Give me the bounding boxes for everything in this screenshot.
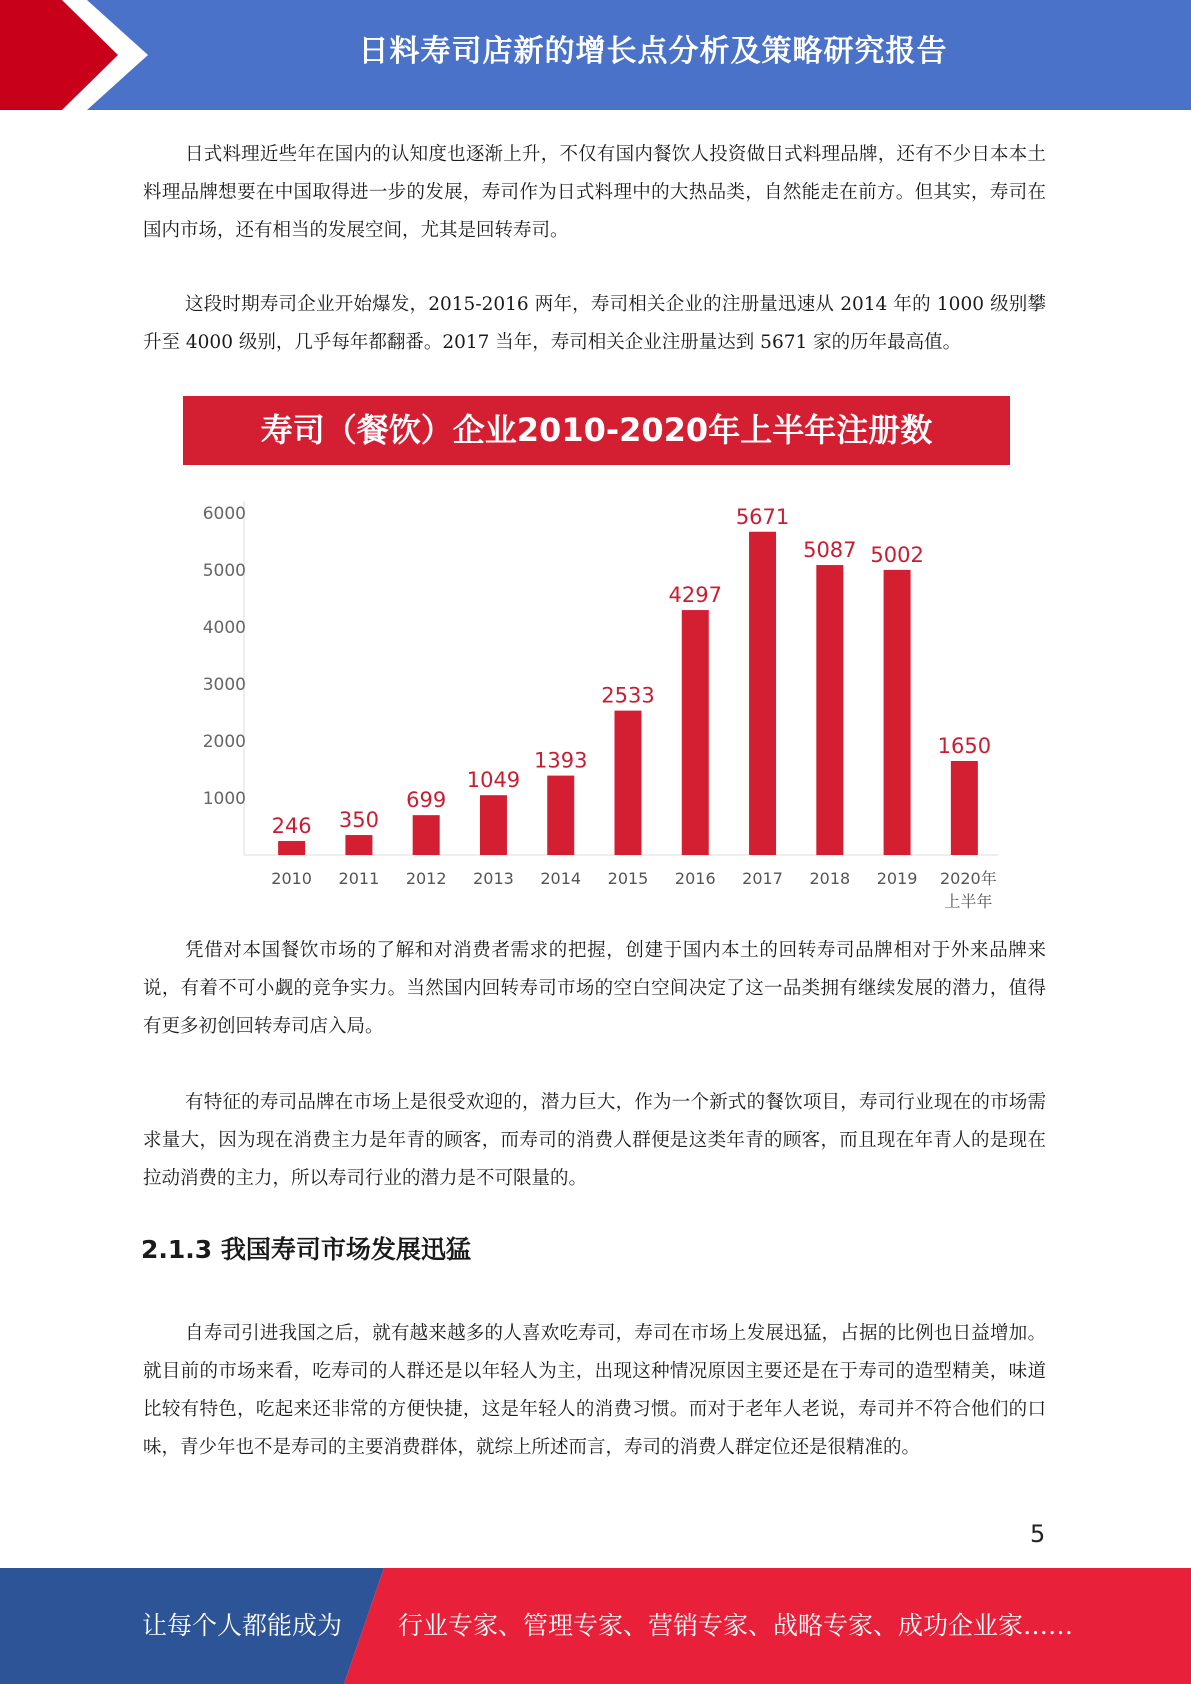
data-label: 246	[271, 813, 312, 838]
x-tick-label: 2013	[473, 869, 514, 888]
data-label: 699	[406, 788, 447, 813]
bar	[345, 835, 372, 855]
y-tick-label: 3000	[202, 675, 246, 695]
data-label: 5087	[803, 538, 857, 563]
bar	[951, 761, 978, 855]
data-label: 4297	[668, 583, 722, 608]
footer-slogan-left: 让每个人都能成为	[142, 1611, 343, 1640]
data-label: 5002	[870, 542, 924, 567]
y-tick-label: 1000	[202, 789, 246, 809]
bar	[615, 711, 642, 855]
page-footer	[0, 1568, 1191, 1684]
x-tick-label: 2018	[809, 869, 851, 888]
page-number: 5	[1030, 1520, 1046, 1548]
y-tick-label: 5000	[202, 561, 246, 581]
x-tick-label: 2020年	[939, 869, 997, 888]
registration-bar-chart	[183, 396, 1010, 918]
chart-plot	[183, 396, 1010, 918]
x-tick-label: 2019	[876, 869, 918, 888]
x-tick-label: 2012	[405, 869, 447, 888]
body-paragraph-1: 日式料理近些年在国内的认知度也逐渐上升，不仅有国内餐饮人投资做日式料理品牌，还有不少日本本土料理品牌想要在中国取得进一步的发展，寿司作为日式料理中的大热品类，自然能走在前方。但其实，寿司在国内市场，还有相当的发展空间，尤其是回转寿司。	[143, 144, 1046, 241]
y-tick-label: 6000	[202, 504, 246, 524]
x-tick-label: 2014	[540, 869, 582, 888]
body-paragraph-5: 自寿司引进我国之后，就有越来越多的人喜欢吃寿司，寿司在市场上发展迅猛，占据的比例也日益增加。就目前的市场来看，吃寿司的人群还是以年轻人为主，出现这种情况原因主要还是在于寿司的造型精美，味道比较有特色，吃起来还非常的方便快捷，这是年轻人的消费习惯。而对于老年人老说，寿司并不符合他们的口味，青少年也不是寿司的主要消费群体，就综上所述而言，寿司的消费人群定位还是很精准的。	[143, 1323, 1046, 1458]
footer-slogan-right: 行业专家、管理专家、营销专家、战略专家、成功企业家……	[398, 1611, 1074, 1640]
chart-title: 寿司（餐饮）企业2010-2020年上半年注册数	[260, 411, 933, 449]
data-label: 5671	[735, 504, 790, 529]
body-paragraph-3: 凭借对本国餐饮市场的了解和对消费者需求的把握，创建于国内本土的回转寿司品牌相对于外来品牌来说，有着不可小觑的竞争实力。当然国内回转寿司市场的空白空间决定了这一品类拥有继续发展的潜力，值得有更多初创回转寿司店入局。	[143, 940, 1046, 1037]
data-label: 350	[338, 808, 379, 833]
y-tick-label: 2000	[202, 732, 246, 752]
header-title: 日料寿司店新的增长点分析及策略研究报告	[358, 34, 948, 69]
bar	[278, 841, 305, 855]
bar	[884, 570, 911, 855]
page-header	[0, 0, 1191, 110]
bar	[480, 795, 507, 855]
data-label: 1650	[937, 733, 992, 758]
section-heading: 2.1.3 我国寿司市场发展迅猛	[141, 1235, 471, 1264]
x-tick-label: 2017	[742, 869, 783, 888]
data-label: 2533	[601, 683, 655, 708]
x-tick-label: 2011	[338, 869, 380, 888]
bar	[816, 565, 843, 855]
data-label: 1049	[466, 768, 521, 793]
data-label: 1393	[534, 748, 588, 773]
bar	[682, 610, 709, 855]
x-tick-label: 2010	[271, 869, 312, 888]
y-tick-label: 4000	[202, 618, 246, 638]
body-paragraph-2: 这段时期寿司企业开始爆发，2015-2016 两年，寿司相关企业的注册量迅速从 2014 年的 1000 级别攀升至 4000 级别，几乎每年都翻番。2017 当年，寿司相关企业注册量达到 5671 家的历年最高值。	[143, 294, 1046, 353]
body-paragraph-4: 有特征的寿司品牌在市场上是很受欢迎的，潜力巨大，作为一个新式的餐饮项目，寿司行业现在的市场需求量大，因为现在消费主力是年青的顾客，而寿司的消费人群便是这类年青的顾客，而且现在年青人的是现在拉动消费的主力，所以寿司行业的潜力是不可限量的。	[143, 1092, 1046, 1189]
bar	[413, 815, 440, 855]
x-tick-label-line2: 上半年	[944, 892, 993, 911]
bar	[547, 776, 574, 855]
x-tick-label: 2016	[674, 869, 716, 888]
x-tick-label: 2015	[607, 869, 649, 888]
bar	[749, 532, 776, 855]
